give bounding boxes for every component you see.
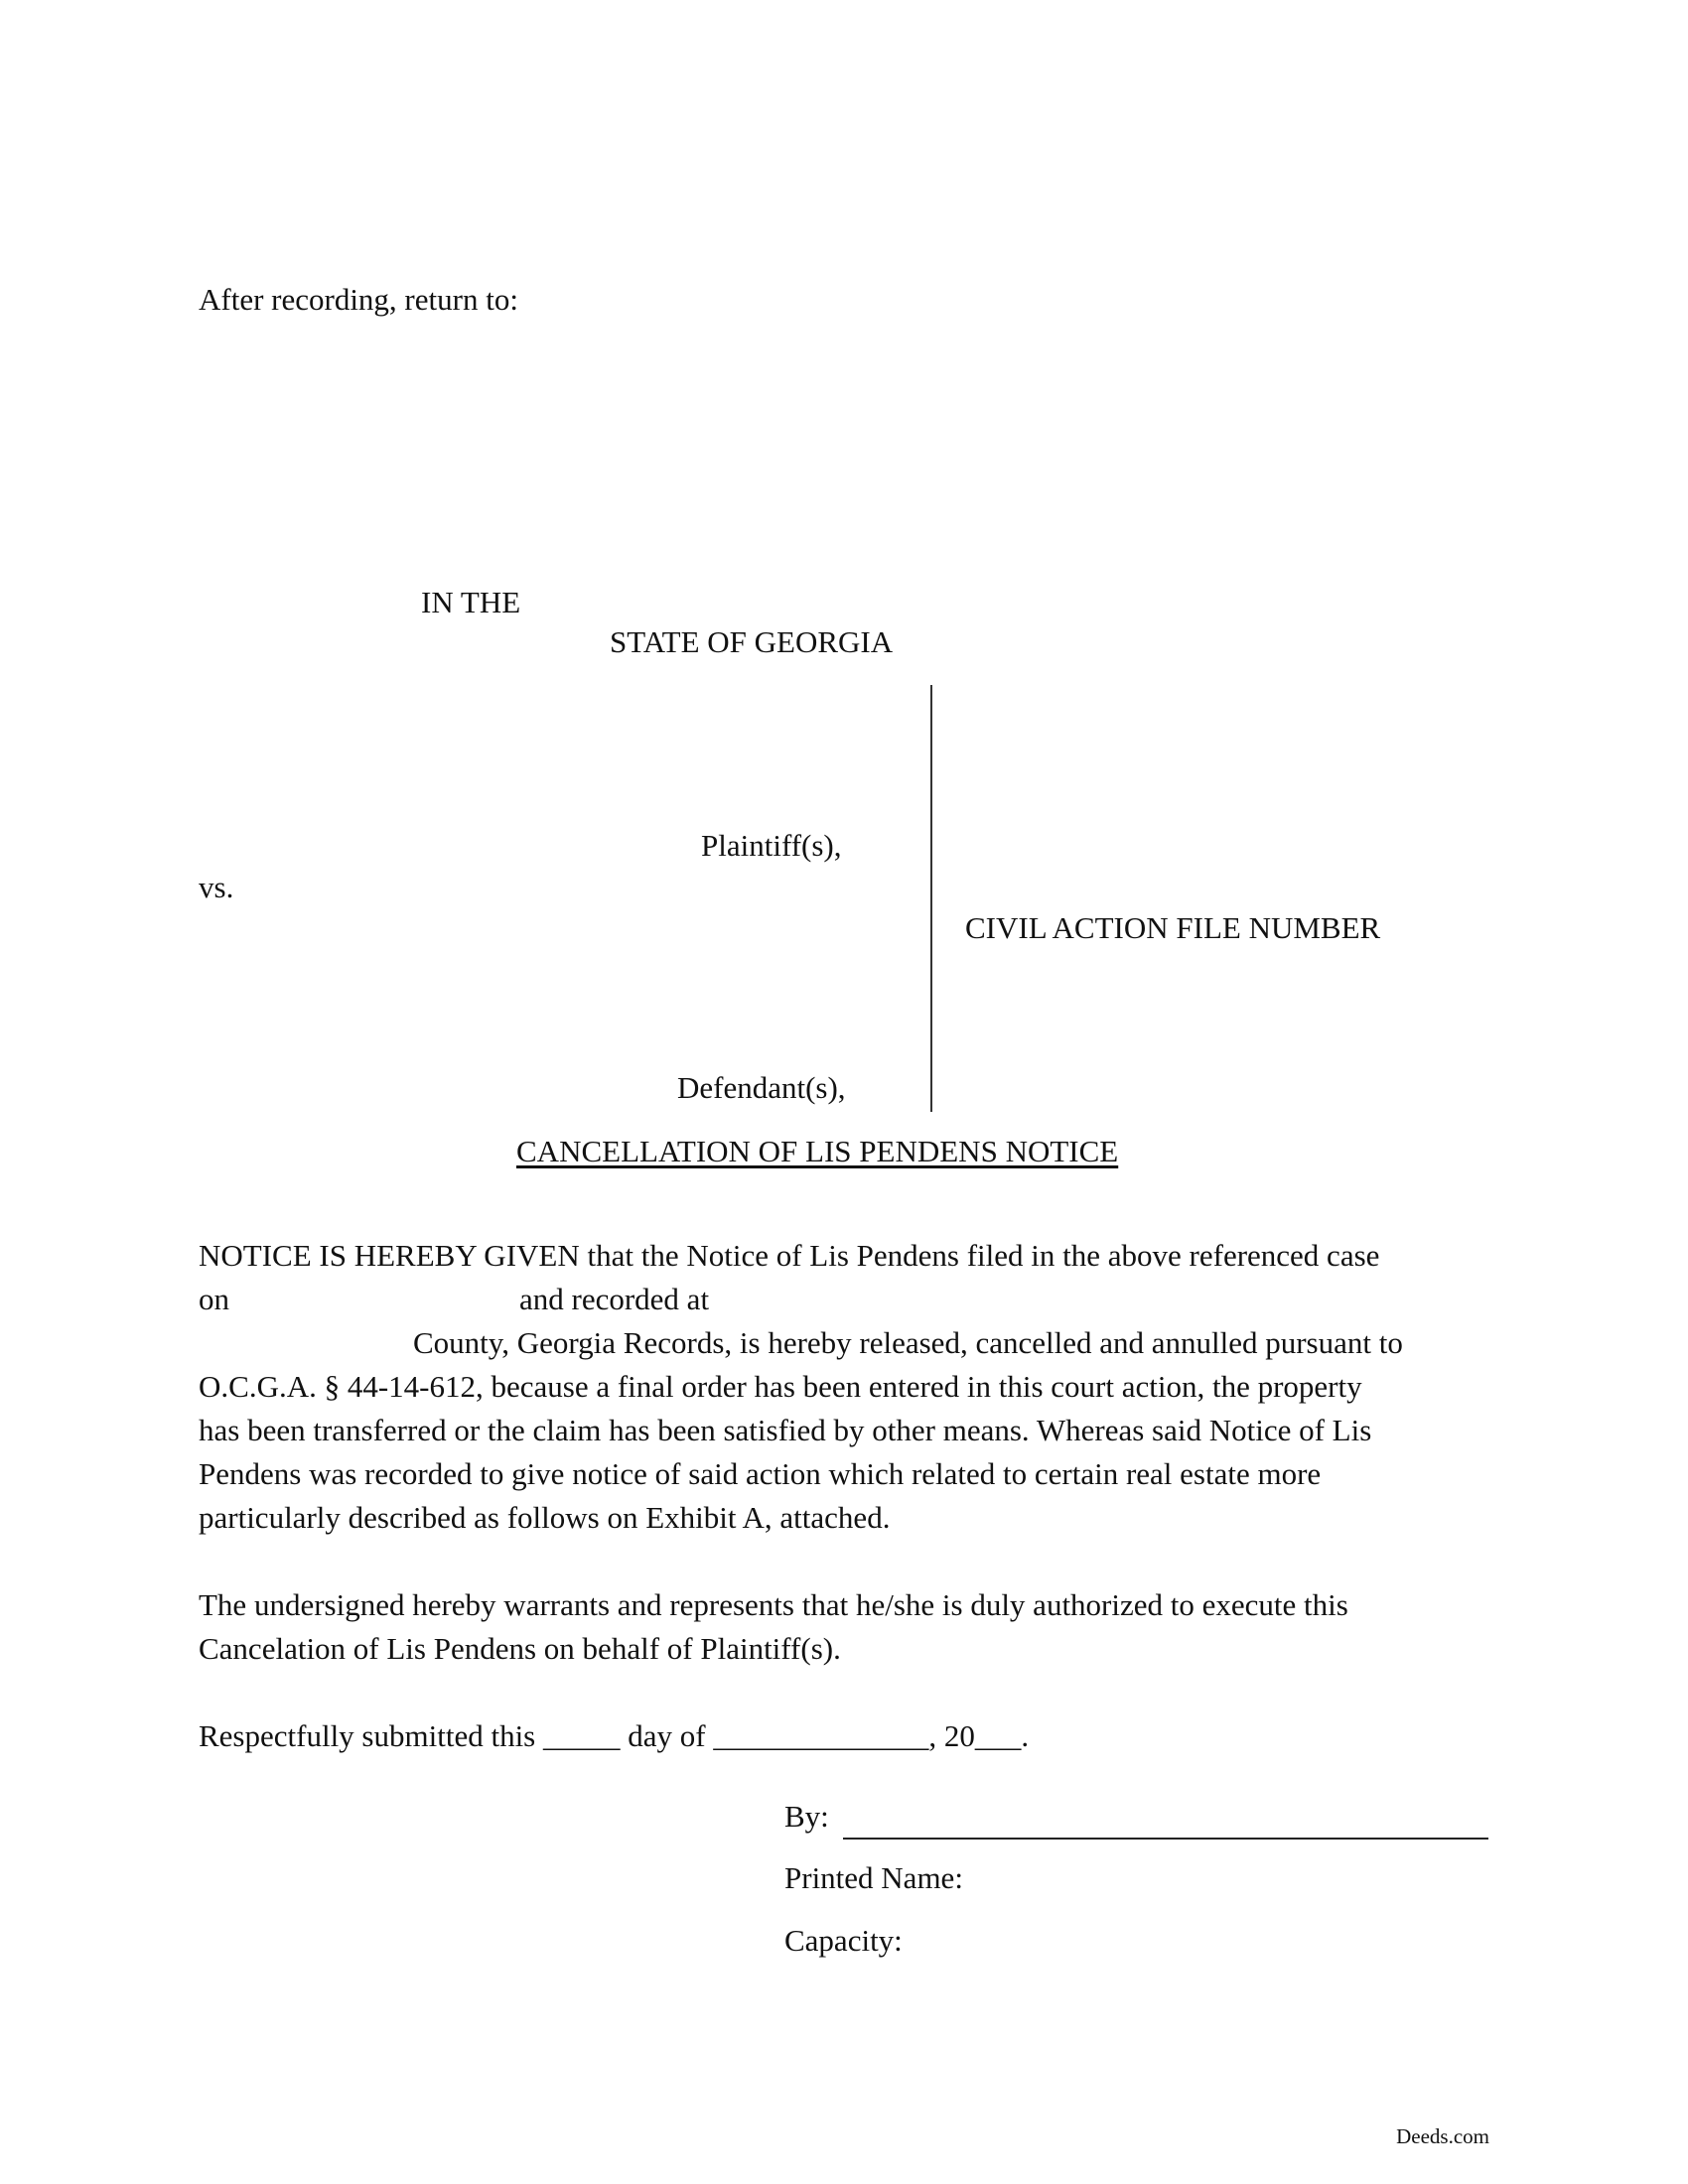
- footer-brand: Deeds.com: [1396, 2124, 1489, 2148]
- warrant-line: The undersigned hereby warrants and represents that he/she is duly authorized to execute this: [199, 1587, 1348, 1622]
- notice-on: on: [199, 1282, 229, 1316]
- notice-line: Pendens was recorded to give notice of said action which related to certain real estate more: [199, 1456, 1322, 1491]
- caption-divider: [930, 685, 932, 1112]
- notice-line: County, Georgia Records, is hereby released, cancelled and annulled pursuant to: [413, 1325, 1403, 1360]
- court-state: STATE OF GEORGIA: [610, 624, 894, 659]
- notice-recorded-at: and recorded at: [519, 1282, 710, 1316]
- warrant-paragraph: [199, 1583, 1348, 1671]
- defendant-label: Defendant(s),: [677, 1070, 846, 1105]
- capacity-label: Capacity:: [784, 1923, 903, 1958]
- printed-name-label: Printed Name:: [784, 1860, 963, 1895]
- submitted-line: Respectfully submitted this _____ day of ______________, 20___.: [199, 1718, 1030, 1753]
- notice-line-on: [199, 1278, 1403, 1321]
- by-label: By:: [784, 1799, 829, 1834]
- document-title: CANCELLATION OF LIS PENDENS NOTICE: [516, 1134, 1119, 1168]
- vs-label: vs.: [199, 870, 234, 904]
- notice-line: has been transferred or the claim has been satisfied by other means. Whereas said Notice of Lis: [199, 1413, 1372, 1447]
- notice-line: O.C.G.A. § 44-14-612, because a final order has been entered in this court action, the property: [199, 1369, 1362, 1404]
- signature-line: [843, 1838, 1488, 1840]
- return-to-label: After recording, return to:: [199, 282, 518, 317]
- warrant-line: Cancelation of Lis Pendens on behalf of Plaintiff(s).: [199, 1631, 841, 1666]
- civil-action-file-number: CIVIL ACTION FILE NUMBER: [965, 910, 1381, 945]
- court-in-the: IN THE: [421, 585, 521, 619]
- notice-line: particularly described as follows on Exhibit A, attached.: [199, 1500, 891, 1535]
- plaintiff-label: Plaintiff(s),: [701, 828, 842, 863]
- notice-paragraph: [199, 1234, 1403, 1540]
- notice-line: NOTICE IS HEREBY GIVEN that the Notice of Lis Pendens filed in the above referenced case: [199, 1238, 1380, 1273]
